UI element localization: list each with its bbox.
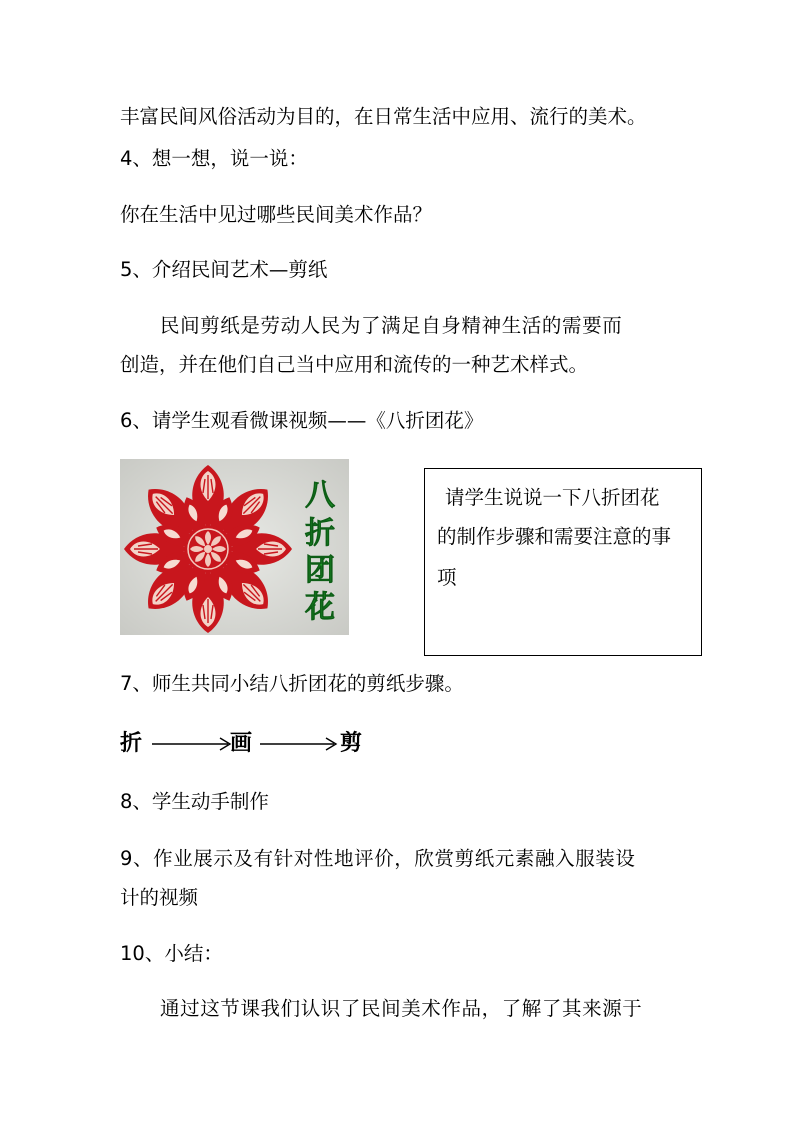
question-line: 你在生活中见过哪些民间美术作品？ — [120, 203, 433, 226]
image-title-char: 八 — [305, 478, 335, 513]
heading-summary-steps: 7、师生共同小结八折团花的剪纸步骤。 — [120, 672, 464, 695]
heading-paper-cutting: 5、介绍民间艺术—剪纸 — [120, 258, 328, 281]
step-draw: 画 — [230, 731, 253, 756]
heading-micro-video: 6、请学生观看微课视频——《八折团花》 — [120, 409, 484, 432]
text-line: 计的视频 — [120, 886, 199, 909]
note-line: 的制作步骤和需要注意的事 — [437, 525, 672, 548]
center-dot — [204, 545, 212, 553]
heading-student-practice: 8、学生动手制作 — [120, 790, 269, 813]
heading-think-and-say: 4、想一想，说一说： — [120, 147, 308, 170]
text-line: 丰富民间风俗活动为目的，在日常生活中应用、流行的美术。 — [120, 105, 647, 128]
step-cut: 剪 — [340, 731, 363, 756]
text-line: 9、作业展示及有针对性地评价，欣赏剪纸元素融入服装设 — [120, 847, 636, 870]
paper-cut-flower-image — [120, 459, 349, 635]
note-line: 请学生说说一下八折团花 — [445, 486, 660, 509]
paragraph-line: 民间剪纸是劳动人民为了满足自身精神生活的需要而 — [160, 314, 623, 337]
discussion-note-box — [424, 468, 702, 656]
paragraph-line: 通过这节课我们认识了民间美术作品，了解了其来源于 — [160, 997, 643, 1020]
image-title-char: 团 — [305, 553, 335, 588]
arrow-right-icon — [150, 728, 234, 760]
step-fold: 折 — [120, 731, 143, 756]
image-title-char: 折 — [305, 516, 335, 551]
arrow-right-icon — [258, 728, 342, 760]
paragraph-line: 创造，并在他们自己当中应用和流传的一种艺术样式。 — [120, 353, 589, 376]
heading-conclusion: 10、小结： — [120, 942, 223, 965]
note-line: 项 — [437, 566, 457, 589]
step-flow — [120, 728, 520, 760]
paper-cut-flower-illustration — [120, 459, 349, 635]
image-title-char: 花 — [305, 590, 335, 625]
